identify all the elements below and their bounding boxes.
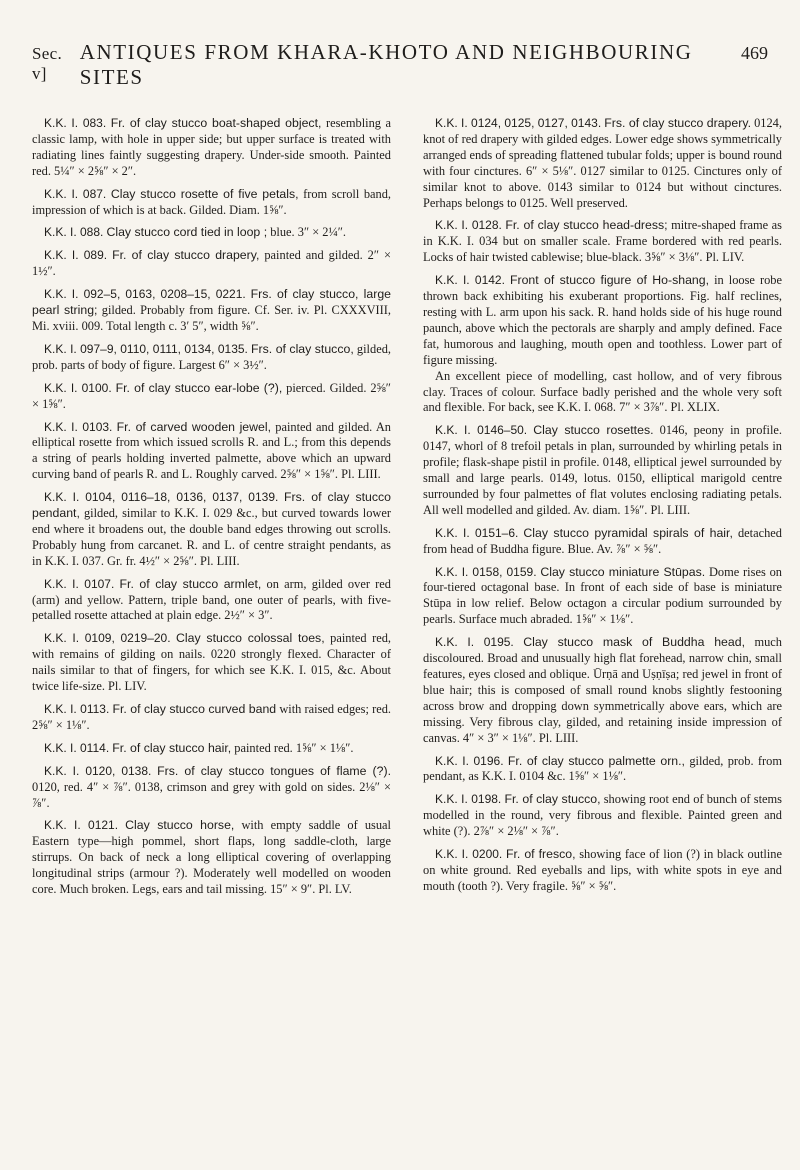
entry-description: 0146, peony in profile. 0147, whorl of 8 trefoil petals in plan, surrounded by whirling petals in profile; flask-shape pistil in profile. 0148, elliptical jewel surrounded by small and large pearls. 0149, lotus. 0150, elliptical marigold centre surrounded by four palmettes of flat volutes enclosing radiating petals. All well modelled and gilded. Av. diam. 1⅝″. Pl. LIII. <box>423 423 782 517</box>
entry-heading: Frs. of clay stucco, <box>251 341 354 356</box>
entry-reference: K.K. I. 0196. <box>435 753 504 768</box>
entry-description: 0120, red. 4″ × ⅞″. 0138, crimson and grey with gold on sides. 2⅛″ × ⅞″. <box>32 779 391 810</box>
catalogue-entry <box>32 225 391 241</box>
catalogue-entry <box>423 792 782 840</box>
entry-description: 0124, knot of red drapery with gilded edges. Lower edge shows symmetrically arranged ends of spreading flattened tubular folds; upper is bound round with four cinctures. 6″ × 5⅛″. 0127 similar to 0125. Cinctures only of similar knot to above. 0143 similar to 0124 but without cinctures. Perhaps belongs to 0125. Well preserved. <box>423 116 782 210</box>
catalogue-entry <box>32 420 391 484</box>
catalogue-entry <box>32 764 391 812</box>
entry-description: gilded, prob. from pendant, as K.K. I. 0104 &c. 1⅝″ × 1⅛″. <box>423 753 782 784</box>
entry-reference: K.K. I. 0121. <box>44 818 119 833</box>
entry-heading: Fr. of clay stucco ear-lobe (?), <box>115 380 283 395</box>
running-title: ANTIQUES FROM KHARA-KHOTO AND NEIGHBOURING SITES <box>79 40 693 89</box>
entry-description: with empty saddle of usual Eastern type—high pommel, short flaps, long saddle-cloth, large stirrups. On back of neck a long elliptical covering of overlapping longitudinal strips (armour ?). Moderately well modelled on wooden core. Much broken. Legs, ears and tail missing. 15″ × 9″. Pl. LV. <box>32 818 391 897</box>
entry-reference: K.K. I. 092–5, 0163, 0208–15, 0221. <box>44 287 246 302</box>
entry-continuation: An excellent piece of modelling, cast hollow, and of very fibrous clay. Traces of colour. Surface badly perished and the whole very soft and flexible. For back, see K.K. I. 068. 7″ × 3⅞″. Pl. XLIX. <box>423 368 782 415</box>
catalogue-entry <box>423 754 782 786</box>
entry-description: with raised edges; red. 2⅝″ × 1⅛″. <box>32 702 391 732</box>
entry-description: painted red, with remains of gilding on nails. 0220 strongly flexed. Character of nails similar to that of fingers, for which see K.K. I. 015, &c. About twice life-size. Pl. LIV. <box>32 631 391 694</box>
entry-reference: K.K. I. 0104, 0116–18, 0136, 0137, 0139. <box>44 490 279 505</box>
entry-paragraph <box>32 287 391 335</box>
entry-heading: Fr. of clay stucco head-dress; <box>505 218 668 233</box>
catalogue-entry <box>32 818 391 898</box>
catalogue-entry <box>32 631 391 695</box>
entry-paragraph <box>32 381 391 413</box>
catalogue-entry <box>32 116 391 180</box>
entry-paragraph <box>32 225 391 241</box>
entry-heading: Frs. of clay stucco drapery. <box>604 116 751 130</box>
entry-description: on arm, gilded over red (arm) and yellow. Pattern, triple band, one outer of pearls, with five-petalled rosette attached at plain edge. 2½″ × 3″. <box>32 576 391 623</box>
entry-description: mitre-shaped frame as in K.K. I. 034 but on smaller scale. Frame bordered with red pearls. Locks of hair twisted cablewise; blue-black. 3⅝″ × 3⅛″. Pl. LIV. <box>423 218 782 265</box>
entry-description: painted and gilded. 2″ × 1½″. <box>32 248 391 279</box>
entry-description: much discoloured. Broad and unusually high flat forehead, narrow chin, small features, eyes closed and oblique. Ūrṇā and Uṣṇīṣa; red jewel in front of blue hair; this is composed of small round knobs slightly festooning across brow and dropping down symmetrically above ears, which are missing. Very fibrous clay, gilded, and retaining inside impression of canvas. 4″ × 3″ × 1⅛″. Pl. LIII. <box>423 635 782 745</box>
catalogue-entry <box>423 218 782 266</box>
entry-description: gilded. Probably from figure. Cf. Ser. iv. Pl. CXXXVIII, Mi. xviii. 009. Total length c. 3′ 5″, width ⅝″. <box>32 303 391 333</box>
running-header <box>32 40 782 90</box>
entry-reference: K.K. I. 0100. <box>44 380 112 395</box>
catalogue-entry <box>423 423 782 518</box>
entry-reference: K.K. I. 0198. <box>435 792 502 807</box>
entry-paragraph <box>32 187 391 219</box>
catalogue-entry <box>32 381 391 413</box>
entry-reference: K.K. I. 0158, 0159. <box>435 564 537 579</box>
catalogue-entry <box>32 741 391 757</box>
entry-heading: Frs. of clay stucco tongues of flame (?). <box>157 763 392 778</box>
entry-paragraph <box>423 565 782 629</box>
catalogue-entry <box>32 702 391 734</box>
entry-reference: K.K. I. 0142. <box>435 273 505 288</box>
entry-paragraph <box>423 635 782 746</box>
entry-heading: Clay stucco rosette of five petals, <box>110 186 299 201</box>
entry-description: painted and gilded. An elliptical rosette from which issued scrolls R. and L.; from this depends a string of pearls holding inverted palmette, above which an upward curving band of pearls R. and L. Roughly carved. 2⅝″ × 1⅝″. Pl. LIII. <box>32 419 391 482</box>
entry-reference: K.K. I. 0128. <box>435 218 502 233</box>
text-columns <box>32 116 782 905</box>
entry-paragraph <box>423 754 782 786</box>
catalogue-entry <box>423 526 782 558</box>
entry-heading: Clay stucco colossal toes, <box>176 631 325 646</box>
catalogue-entry <box>32 248 391 280</box>
catalogue-entry <box>32 490 391 570</box>
catalogue-entry <box>423 273 782 416</box>
entry-paragraph <box>32 577 391 625</box>
entry-reference: K.K. I. 0109, 0219–20. <box>44 631 171 646</box>
entry-heading: Fr. of clay stucco, <box>504 792 601 807</box>
entry-heading: Fr. of fresco, <box>505 847 576 862</box>
page-number: 469 <box>741 43 768 63</box>
entry-heading: Frs. of clay stucco pendant, <box>32 490 391 521</box>
entry-reference: K.K. I. 088. <box>44 225 104 240</box>
entry-paragraph <box>32 490 391 570</box>
entry-paragraph <box>423 218 782 266</box>
entry-heading: Front of stucco figure of Ho-shang, <box>509 273 710 288</box>
entry-description: detached from head of Buddha figure. Blue. Av. ⅞″ × ⅝″. <box>423 525 782 556</box>
entry-paragraph <box>423 116 782 211</box>
entry-description: painted red. 1⅝″ × 1⅛″. <box>234 740 354 755</box>
entry-heading: Clay stucco cord tied in loop ; <box>106 225 268 240</box>
entry-description: showing root end of bunch of stems modelled in the round, very fibrous and flexible. Painted green and white (?). 2⅞″ × 2⅛″ × ⅞″. <box>423 792 782 839</box>
entry-description: pierced. Gilded. 2⅝″ × 1⅝″. <box>32 380 391 411</box>
catalogue-entry <box>423 847 782 895</box>
entry-heading: Fr. of clay stucco curved band <box>112 702 277 716</box>
entry-description: blue. 3″ × 2¼″. <box>270 225 347 240</box>
entry-heading: Frs. of clay stucco, large pearl string; <box>32 287 392 318</box>
left-column <box>32 116 391 905</box>
catalogue-entry <box>423 635 782 746</box>
entry-reference: K.K. I. 0103. <box>44 419 113 434</box>
entry-paragraph <box>32 702 391 734</box>
entry-reference: K.K. I. 0124, 0125, 0127, 0143. <box>435 116 602 130</box>
catalogue-entry <box>423 116 782 211</box>
catalogue-entry <box>32 287 391 335</box>
entry-reference: K.K. I. 0146–50. <box>435 423 528 438</box>
entry-heading: Clay stucco pyramidal spirals of hair, <box>523 525 733 540</box>
entry-reference: K.K. I. 0195. <box>435 635 514 650</box>
entry-paragraph <box>32 631 391 695</box>
entry-reference: K.K. I. 0114. <box>44 740 110 755</box>
catalogue-entry <box>32 577 391 625</box>
entry-reference: K.K. I. 0151–6. <box>435 525 519 540</box>
entry-reference: K.K. I. 0120, 0138. <box>44 763 152 778</box>
entry-heading: Fr. of clay stucco boat-shaped object, <box>110 116 322 130</box>
entry-heading: Clay stucco miniature Stūpas. <box>540 564 706 579</box>
entry-description: gilded, similar to K.K. I. 029 &c., but curved towards lower end where it broadens out, the double band edges throwing out scrolls. Probably hung from carcanet. R. and L. of centre straight pendants, as in K.K. I. 037. Gr. fr. 4½″ × 2⅝″. Pl. LIII. <box>32 506 391 568</box>
entry-paragraph <box>423 526 782 558</box>
entry-paragraph <box>32 248 391 280</box>
entry-paragraph <box>423 792 782 840</box>
entry-paragraph <box>32 116 391 180</box>
entry-heading: Clay stucco horse, <box>125 818 235 833</box>
entry-reference: K.K. I. 0107. <box>44 576 115 591</box>
entry-heading: Fr. of clay stucco drapery, <box>112 248 260 263</box>
entry-description: from scroll band, impression of which is at back. Gilded. Diam. 1⅝″. <box>32 186 392 217</box>
entry-heading: Clay stucco mask of Buddha head, <box>523 635 745 650</box>
entry-description: showing face of lion (?) in black outline on white ground. Red eyeballs and lips, with white spots in eye and mouth (tooth ?). Very fragile. ⅝″ × ⅝″. <box>423 847 782 893</box>
entry-description: gilded, prob. parts of body of figure. Largest 6″ × 3½″. <box>32 341 391 372</box>
entry-paragraph <box>32 741 391 757</box>
entry-paragraph <box>32 342 391 374</box>
entry-reference: K.K. I. 0200. <box>435 847 503 862</box>
entry-reference: K.K. I. 0113. <box>44 702 110 716</box>
entry-reference: K.K. I. 097–9, 0110, 0111, 0134, 0135. <box>44 341 248 356</box>
catalogue-entry <box>32 342 391 374</box>
entry-paragraph <box>32 420 391 484</box>
entry-description: Dome rises on four-tiered octagonal base. In front of each side of base is miniature Stūpa in low relief. Below octagon a circular podium surrounded by pearls. Surface much abraded. 1⅝″ × 1⅛″. <box>423 564 782 627</box>
entry-paragraph <box>423 273 782 368</box>
catalogue-entry <box>32 187 391 219</box>
entry-heading: Fr. of clay stucco armlet, <box>119 576 262 591</box>
entry-reference: K.K. I. 083. <box>44 116 107 130</box>
entry-paragraph <box>32 764 391 812</box>
right-column <box>423 116 782 905</box>
entry-reference: K.K. I. 089. <box>44 248 108 263</box>
entry-paragraph <box>423 423 782 518</box>
entry-paragraph <box>423 847 782 895</box>
entry-description: in loose robe thrown back exhibiting his exuberant proportions. Fig. half reclines, resting with L. arm upon his sack. R. hand holds side of his huge round paunch, above which the pectorals are sharply and amply defined. Face fat, humorous and laughing, mouth open and toothless. Lower part of figure missing. <box>423 273 782 367</box>
entry-heading: Fr. of clay stucco hair, <box>112 740 232 755</box>
entry-heading: Fr. of carved wooden jewel, <box>116 419 272 434</box>
section-label: Sec. v] <box>32 44 62 83</box>
catalogue-entry <box>423 565 782 629</box>
entry-description: resembling a classic lamp, with hole in upper side; but upper surface is treated with radiating lines faintly suggesting drapery. Under-side smooth. Painted red. 5¼″ × 2⅝″ × 2″. <box>32 116 391 178</box>
entry-reference: K.K. I. 087. <box>44 186 107 201</box>
entry-heading: Clay stucco rosettes. <box>533 423 654 438</box>
entry-paragraph <box>32 818 391 898</box>
entry-heading: Fr. of clay stucco palmette orn., <box>507 753 685 768</box>
